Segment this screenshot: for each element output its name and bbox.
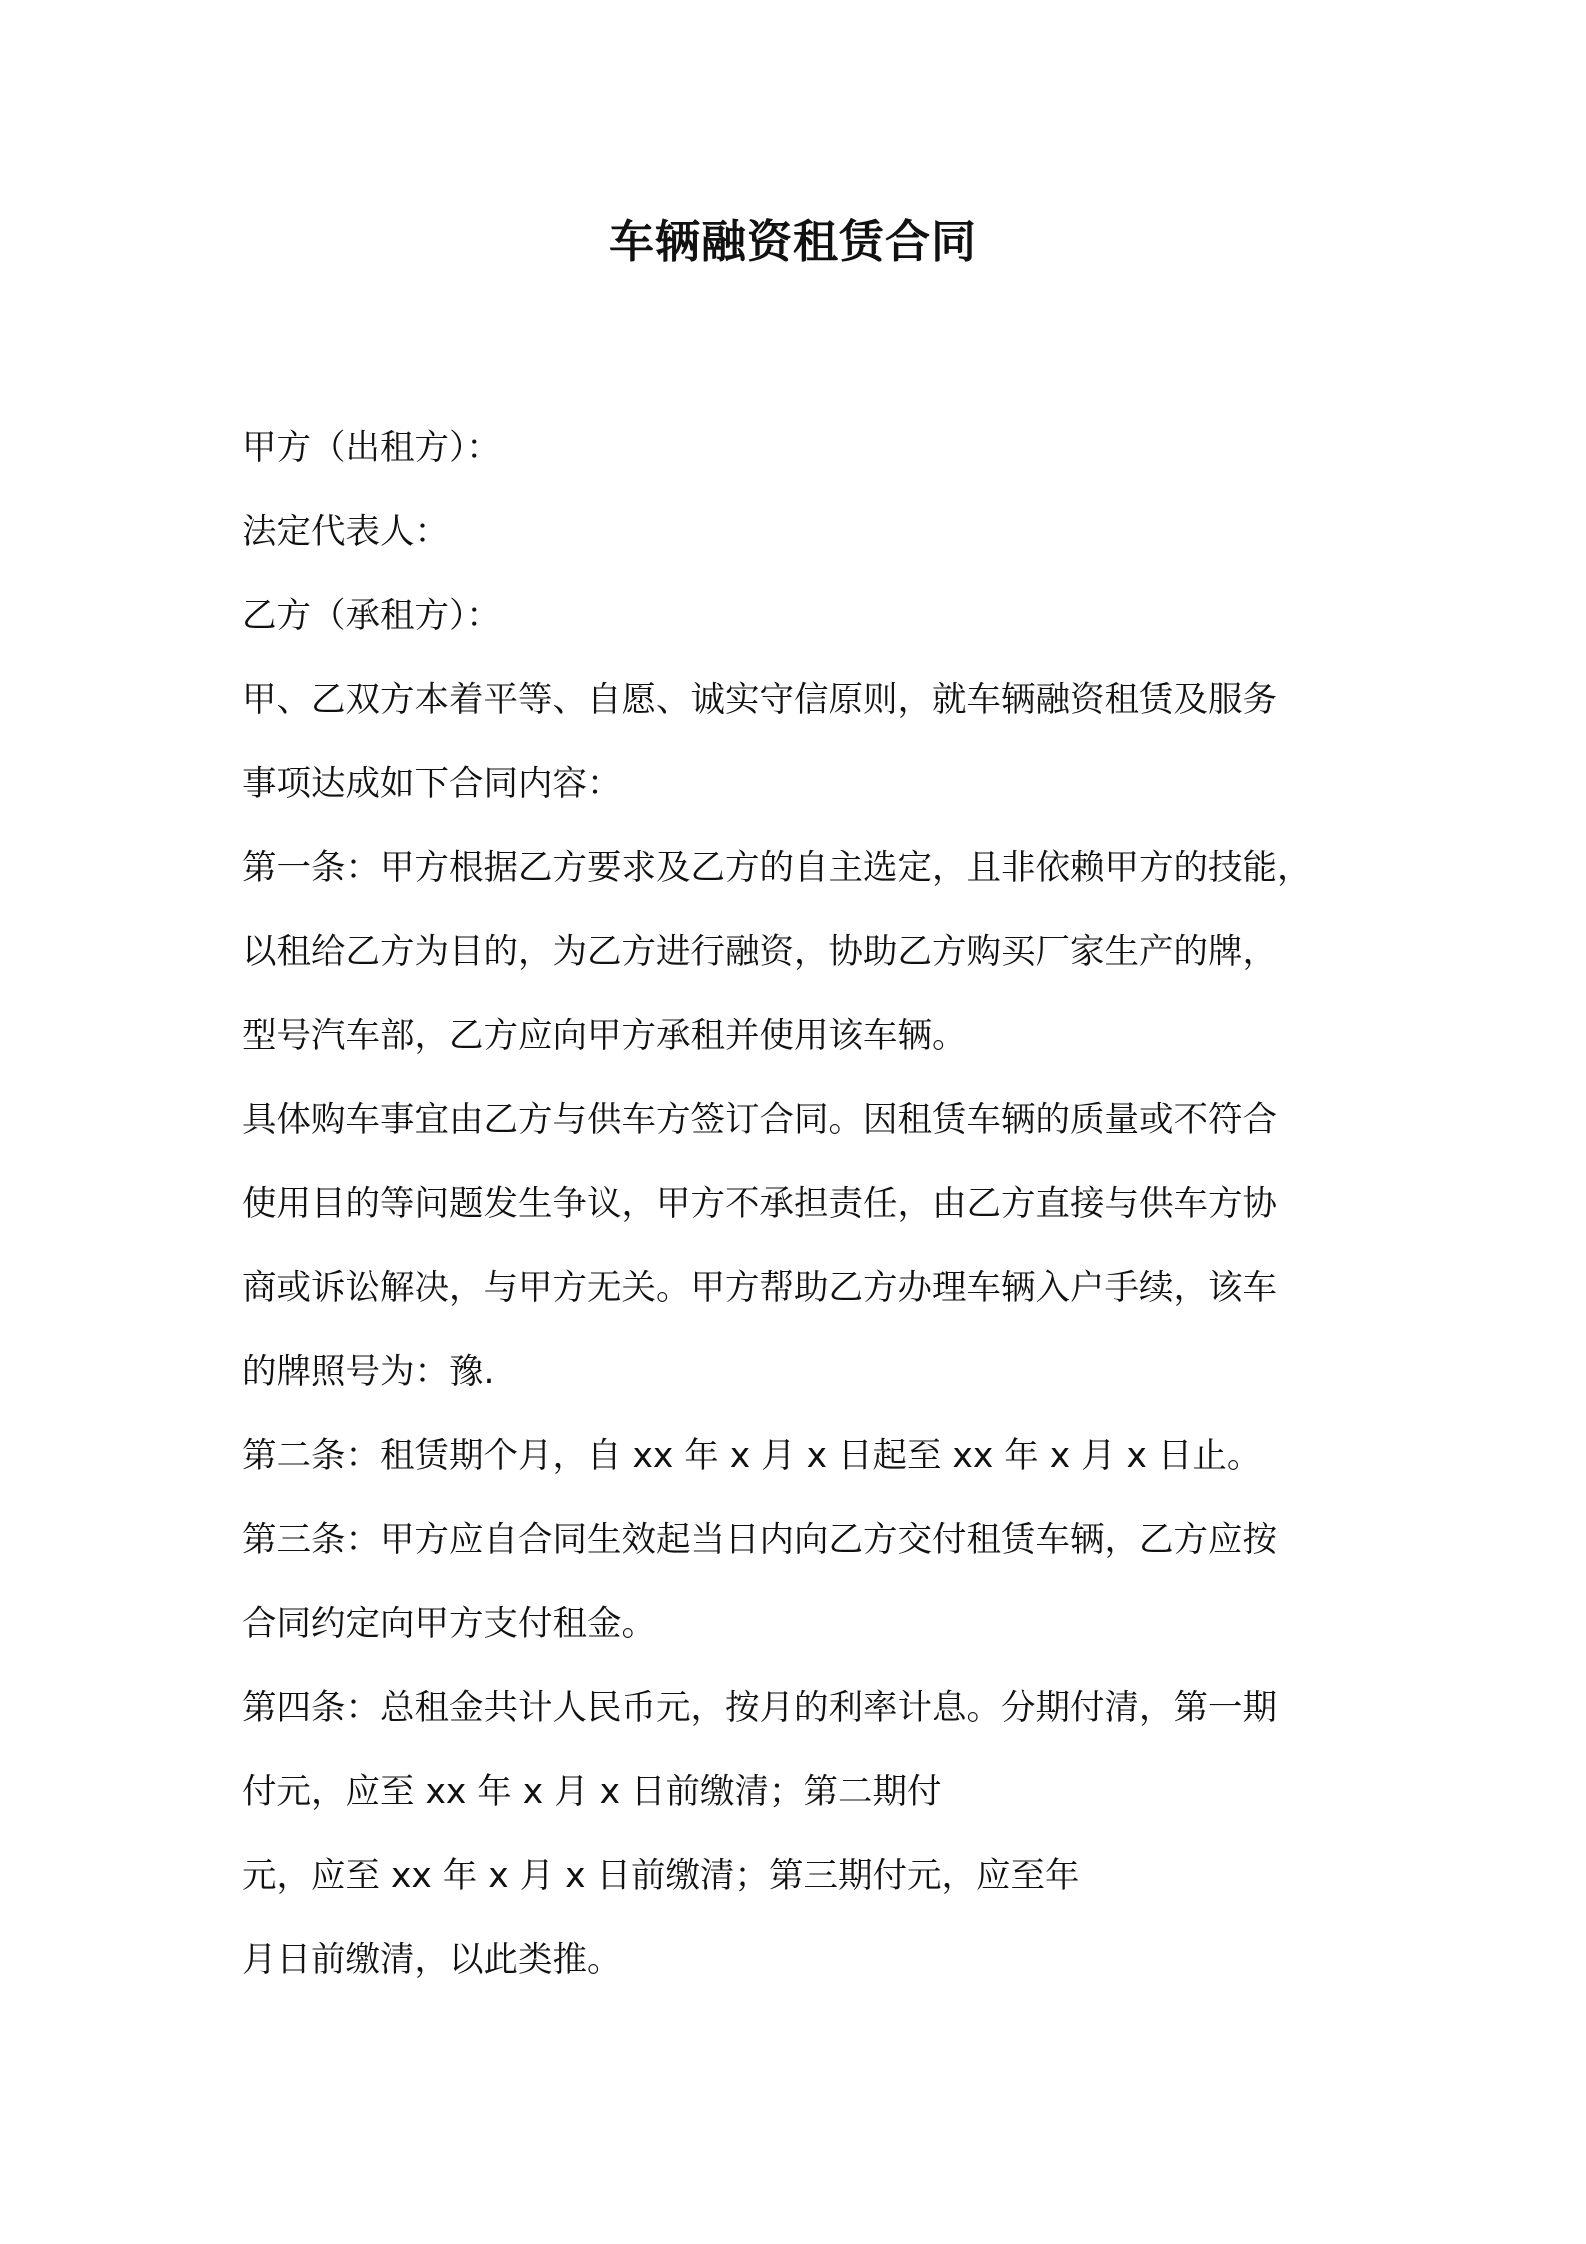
contract-body	[242, 406, 1362, 2002]
article-2-line: 第二条：租赁期个月，自 xx 年 x 月 x 日起至 xx 年 x 月 x 日止。	[242, 1436, 1262, 1476]
article-1-detail-line: 使用目的等问题发生争议，甲方不承担责任，由乙方直接与供车方协	[242, 1184, 1277, 1224]
article-1-detail-line: 的牌照号为：豫.	[242, 1352, 495, 1392]
preamble-line: 甲、乙双方本着平等、自愿、诚实守信原则，就车辆融资租赁及服务	[242, 680, 1277, 720]
party-a-line: 甲方（出租方）：	[242, 428, 501, 468]
article-1-line: 以租给乙方为目的，为乙方进行融资，协助乙方购买厂家生产的牌，	[242, 932, 1277, 972]
article-1-line: 第一条：甲方根据乙方要求及乙方的自主选定，且非依赖甲方的技能，	[242, 848, 1312, 888]
legal-representative-line: 法定代表人：	[242, 512, 449, 552]
document-title: 车辆融资租赁合同	[608, 215, 977, 268]
preamble-line: 事项达成如下合同内容：	[242, 764, 622, 804]
article-1-detail-line: 具体购车事宜由乙方与供车方签订合同。因租赁车辆的质量或不符合	[242, 1100, 1277, 1140]
article-3-line: 合同约定向甲方支付租金。	[242, 1604, 656, 1644]
article-4-line: 第四条：总租金共计人民币元，按月的利率计息。分期付清，第一期	[242, 1688, 1277, 1728]
article-1-line: 型号汽车部，乙方应向甲方承租并使用该车辆。	[242, 1016, 967, 1056]
article-3-line: 第三条：甲方应自合同生效起当日内向乙方交付租赁车辆，乙方应按	[242, 1520, 1277, 1560]
article-1-detail-line: 商或诉讼解决，与甲方无关。甲方帮助乙方办理车辆入户手续，该车	[242, 1268, 1277, 1308]
party-b-line: 乙方（承租方）：	[242, 596, 501, 636]
article-4-line: 元，应至 xx 年 x 月 x 日前缴清；第三期付元，应至年	[242, 1856, 1080, 1896]
article-4-line: 月日前缴清，以此类推。	[242, 1940, 622, 1980]
article-4-line: 付元，应至 xx 年 x 月 x 日前缴清；第二期付	[242, 1772, 942, 1812]
